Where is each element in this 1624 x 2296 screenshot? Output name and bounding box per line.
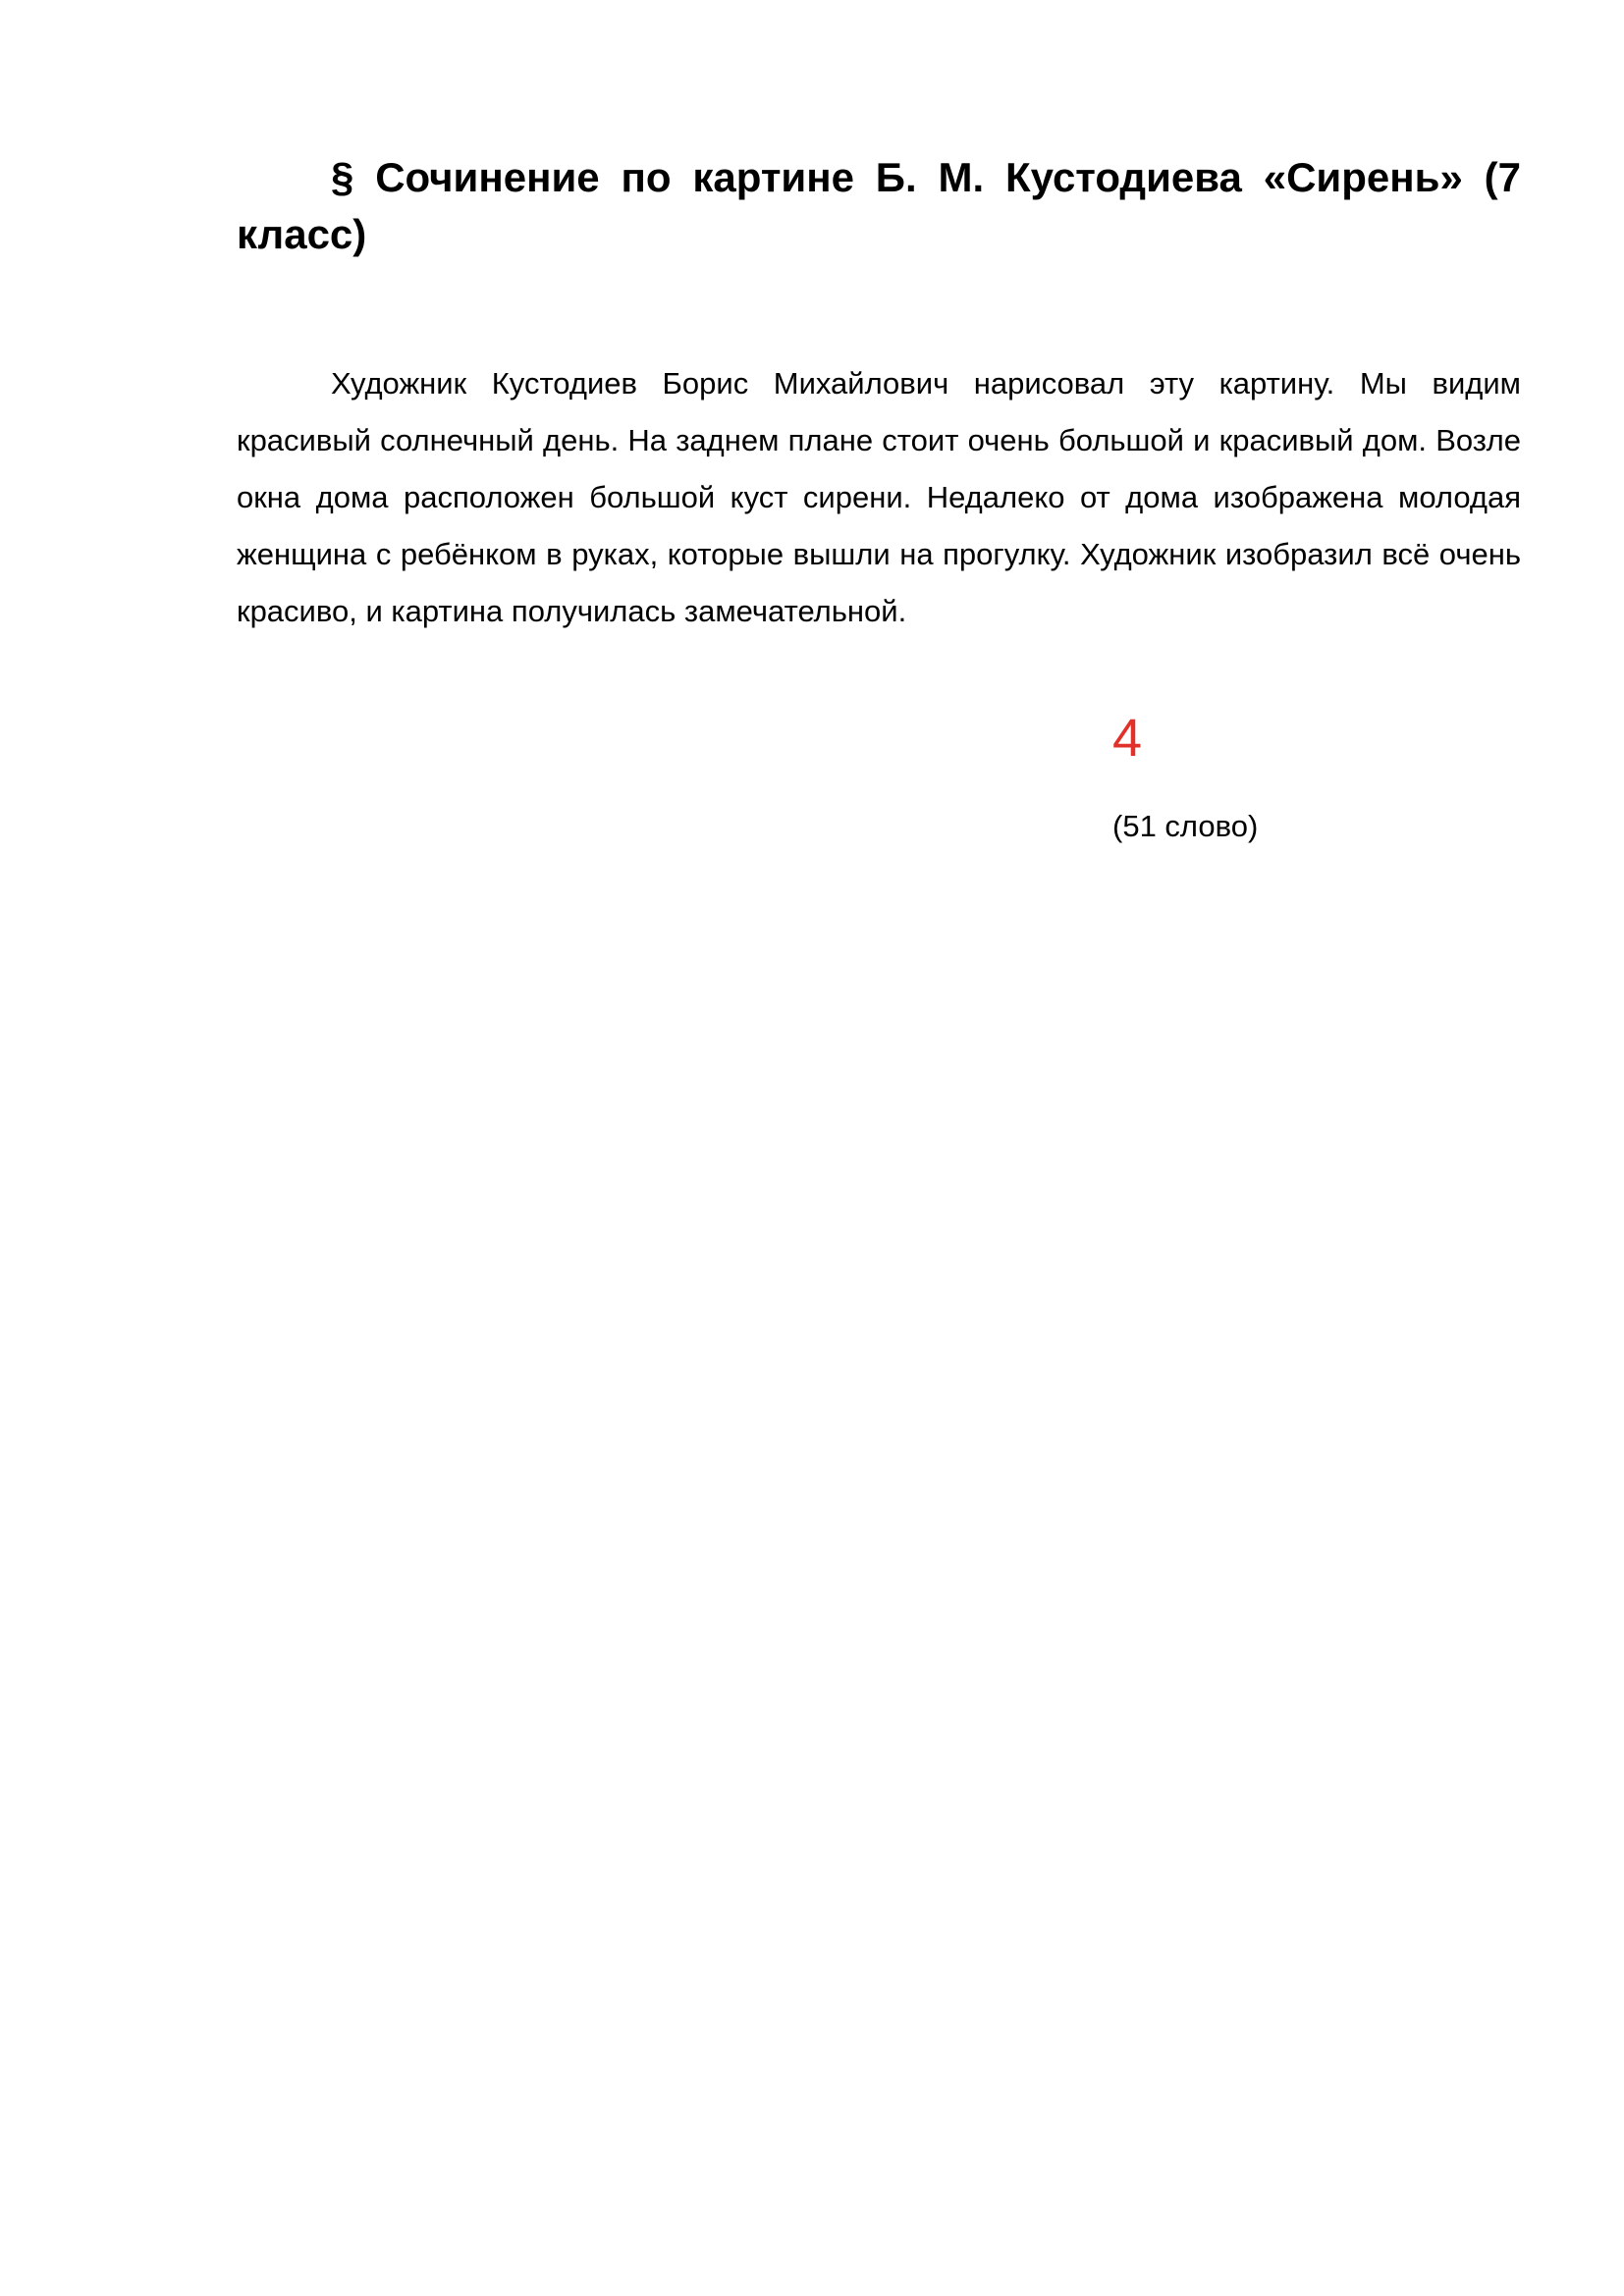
essay-body: Художник Кустодиев Борис Михайлович нарисовал эту картину. Мы видим красивый солнечный день. На заднем плане стоит очень большой и красивый дом. Возле окна дома расположен большой куст сирени. Недалеко от дома изображена молодая женщина с ребёнком в руках, которые вышли на прогулку. Художник изобразил всё очень красиво, и картина получилась замечательной. <box>237 366 1521 628</box>
grade-mark: 4 <box>1112 709 1143 768</box>
word-count: (51 слово) <box>1112 809 1259 843</box>
essay-title: § Сочинение по картине Б. М. Кустодиева «Сирень» (7 класс) <box>237 154 1521 257</box>
